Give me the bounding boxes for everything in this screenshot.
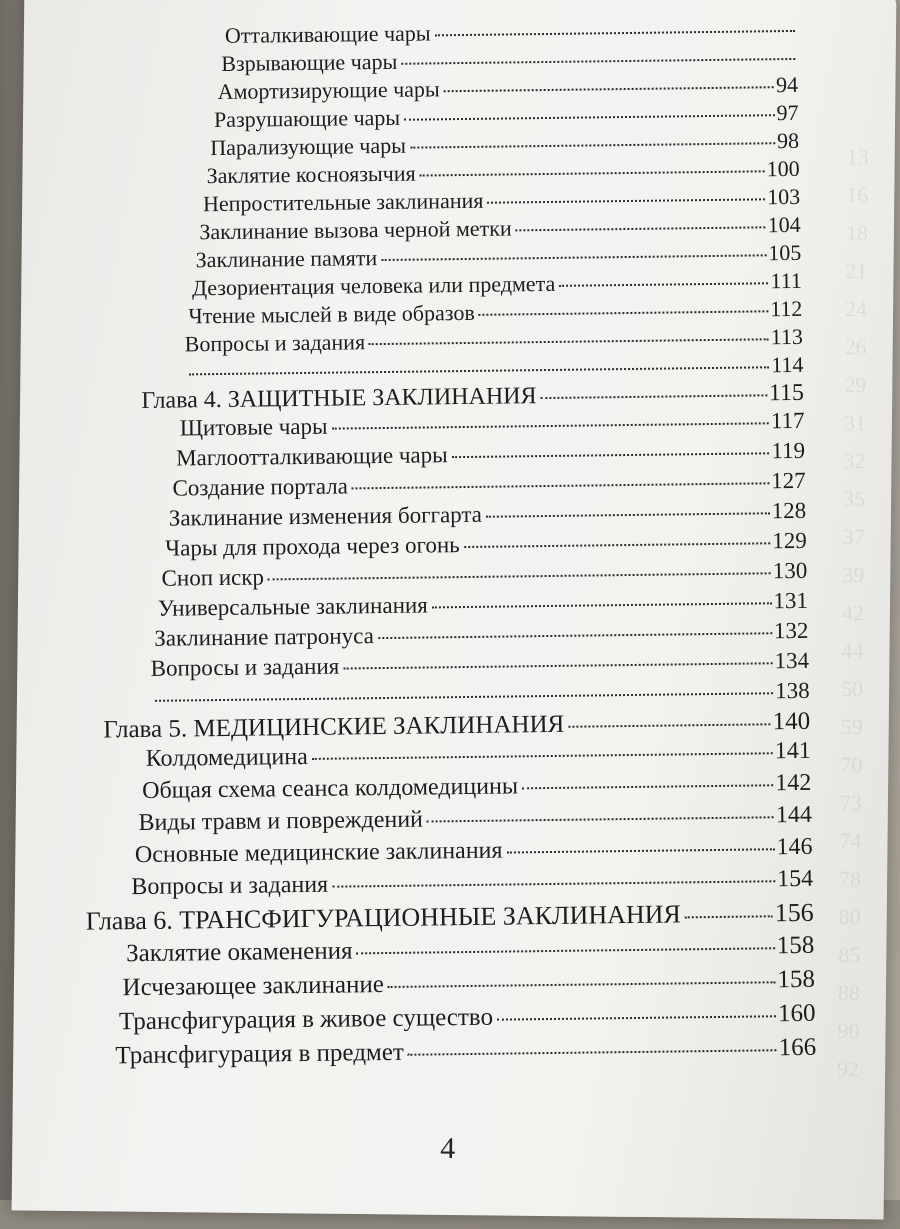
toc-leader-dots (410, 142, 775, 148)
toc-leader-dots (312, 752, 773, 760)
toc-entry-page: 146 (776, 833, 813, 861)
toc-entry-page: 112 (769, 295, 803, 322)
show-through-number: 73 (839, 790, 863, 816)
toc-entry-title: Вопросы и задания (131, 871, 329, 901)
toc-entry-page: 113 (770, 323, 804, 350)
toc-entry-title: Заклинание вызова черной метки (199, 215, 512, 245)
toc-leader-dots (435, 30, 795, 36)
toc-entry-title: Маглоотталкивающие чары (175, 442, 448, 471)
toc-entry-title: Заклинание патронуса (154, 623, 374, 651)
show-through-number: 90 (837, 1018, 860, 1044)
toc-leader-dots (464, 542, 771, 548)
show-through-number: 32 (843, 448, 866, 474)
show-through-number: 31 (843, 410, 867, 436)
toc-entry-title: Заклинание памяти (195, 245, 378, 273)
toc-leader-dots (401, 58, 795, 65)
toc-entry-page: 97 (776, 99, 799, 126)
toc-leader-dots (486, 512, 770, 517)
toc-entry-page: 103 (767, 183, 801, 210)
toc-entry (126, 932, 815, 970)
show-through-number: 42 (841, 600, 865, 626)
show-through-number: 35 (842, 486, 866, 512)
show-through-number: 78 (838, 866, 862, 892)
toc-leader-dots (352, 482, 769, 489)
show-through-number: 24 (844, 296, 868, 322)
toc-entry-page: 141 (774, 737, 811, 765)
toc-entry-title: Глава 4. ЗАЩИТНЫЕ ЗАКЛИНАНИЯ (141, 383, 537, 414)
show-through-number: 39 (842, 562, 865, 588)
toc-entry-page: 138 (774, 677, 810, 704)
toc-entry-page: 115 (768, 379, 805, 407)
toc-entry-title: Основные медицинские заклинания (134, 837, 503, 869)
table-of-contents (24, 0, 900, 1220)
toc-leader-dots (369, 338, 769, 345)
toc-entry-title: Вопросы и задания (184, 329, 366, 357)
show-through-number: 18 (845, 220, 869, 246)
toc-entry-page: 160 (777, 999, 816, 1028)
toc-entry-page: 131 (773, 587, 809, 614)
toc-entry-title: Вопросы и задания (150, 653, 340, 681)
toc-leader-dots (343, 662, 772, 669)
show-through-number: 80 (838, 904, 861, 930)
show-through-number: 59 (840, 714, 863, 740)
page-number: 4 (440, 1131, 456, 1166)
toc-entry-title: Чтение мыслей в виде образов (188, 299, 475, 329)
toc-entry-page: 111 (770, 267, 802, 294)
toc-entry-title: Разрушающие чары (213, 104, 401, 133)
toc-entry (115, 1034, 816, 1073)
toc-entry-page: 156 (774, 897, 814, 928)
toc-entry-page: 117 (770, 407, 805, 434)
toc-leader-dots (155, 692, 773, 702)
toc-leader-dots (452, 452, 770, 458)
toc-leader-dots (381, 254, 766, 261)
toc-leader-dots (332, 880, 775, 887)
toc-entry-page: 140 (772, 707, 811, 736)
toc-leader-dots (559, 282, 768, 287)
toc-leader-dots (506, 848, 774, 853)
toc-entry-page: 134 (774, 647, 810, 674)
toc-entry-title: Общая схема сеанса колдомедицины (142, 773, 519, 804)
toc-entry-page: 119 (771, 437, 806, 464)
toc-entry-page: 104 (767, 211, 801, 238)
toc-entry-page: 166 (778, 1033, 817, 1062)
show-through-number: 21 (845, 258, 868, 284)
toc-entry-page: 98 (776, 127, 800, 154)
toc-entry-page: 130 (772, 557, 808, 584)
toc-leader-dots (408, 1049, 777, 1056)
toc-leader-dots (522, 784, 773, 789)
toc-entry-title: Глава 6. ТРАНСФИГУРАЦИОННЫЕ ЗАКЛИНАНИЯ (85, 899, 681, 936)
toc-entry-page: 94 (775, 71, 799, 98)
show-through-number: 16 (846, 182, 869, 208)
toc-leader-dots (332, 422, 769, 429)
toc-leader-dots (189, 366, 769, 375)
toc-entry-title: Непростительные заклинания (202, 187, 484, 217)
toc-leader-dots (404, 114, 774, 121)
toc-entry (86, 898, 814, 937)
show-through-number: 85 (838, 942, 861, 968)
toc-leader-dots (388, 981, 776, 988)
toc-entry-title: Чары для прохода через огонь (165, 532, 460, 561)
show-through-number: 92 (837, 1056, 860, 1082)
toc-entry (119, 1000, 816, 1039)
show-through-number: 44 (841, 638, 864, 664)
toc-entry-title: Щитовые чары (179, 413, 328, 441)
toc-entry-page: 158 (777, 965, 816, 994)
toc-leader-dots (487, 198, 765, 203)
toc-leader-dots (685, 915, 773, 918)
toc-entry-page: 158 (776, 931, 815, 960)
toc-entry-title: Исчезающее заклинание (122, 971, 385, 1002)
toc-entry-title: Трансфигурация в предмет (115, 1038, 404, 1070)
toc-entry-title: Отталкивающие чары (224, 20, 431, 48)
toc-entry-page: 144 (775, 801, 813, 829)
toc-entry (122, 966, 815, 1004)
toc-entry-title: Парализующие чары (210, 132, 407, 161)
toc-entry-title: Виды травм и повреждений (138, 806, 424, 837)
show-through-number: 88 (837, 980, 861, 1006)
toc-leader-dots (268, 572, 771, 580)
toc-leader-dots (497, 1015, 776, 1020)
toc-entry-page: 114 (771, 351, 804, 378)
toc-entry-page: 154 (776, 865, 814, 893)
toc-entry-page: 100 (766, 155, 800, 182)
toc-entry-title: Создание портала (172, 473, 349, 501)
toc-entry-page: 105 (768, 239, 802, 266)
toc-leader-dots (432, 602, 772, 608)
toc-entry-title: Взрывающие чары (221, 48, 398, 76)
toc-entry-title: Заклятие окаменения (125, 937, 353, 968)
show-through-number: 74 (839, 828, 862, 854)
toc-entry-title: Универсальные заклинания (157, 592, 428, 621)
show-through-number: 26 (844, 334, 867, 360)
toc-entry-title: Колдомедицина (145, 743, 308, 772)
toc-entry-page: 128 (771, 497, 807, 524)
toc-entry-title: Трансфигурация в живое существо (118, 1003, 494, 1036)
toc-leader-dots (427, 816, 774, 822)
toc-entry-title: Заклятие косноязычия (206, 160, 416, 189)
toc-entry-page: 132 (773, 617, 809, 644)
toc-leader-dots (479, 310, 768, 316)
show-through-number: 13 (846, 144, 869, 170)
toc-leader-dots (516, 226, 766, 231)
toc-entry-title: Дезориентация человека или предмета (191, 270, 556, 301)
toc-leader-dots (357, 947, 775, 954)
toc-entry-title: Сноп искр (161, 564, 265, 591)
show-through-number: 50 (840, 676, 864, 702)
toc-leader-dots (568, 723, 770, 727)
show-through-number: 29 (844, 372, 867, 398)
toc-leader-dots (378, 632, 772, 639)
toc-entry-title: Заклинание изменения боггарта (168, 501, 483, 531)
toc-entry-page: 129 (772, 527, 807, 554)
book-page (12, 0, 897, 1220)
toc-entry-page: 142 (775, 769, 812, 797)
toc-leader-dots (444, 86, 774, 92)
toc-leader-dots (541, 394, 767, 399)
toc-entry-page: 127 (770, 467, 806, 494)
toc-entry-title: Амортизирующие чары (217, 76, 440, 105)
show-through-number: 70 (840, 752, 863, 778)
toc-leader-dots (420, 170, 765, 176)
show-through-number: 37 (842, 524, 865, 550)
toc-entry-title: Глава 5. МЕДИЦИНСКИЕ ЗАКЛИНАНИЯ (103, 710, 565, 744)
